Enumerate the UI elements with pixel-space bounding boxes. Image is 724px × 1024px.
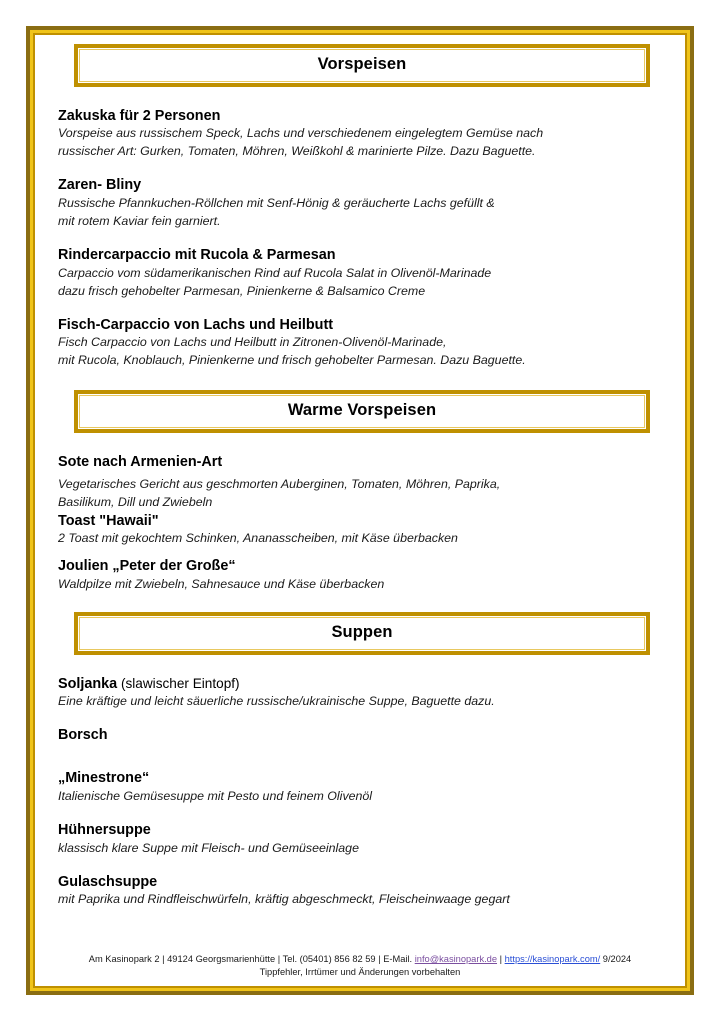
footer-separator: | xyxy=(497,954,505,964)
section-items-suppen xyxy=(47,675,673,910)
section-header-warme-vorspeisen xyxy=(74,390,650,433)
item-desc-line: Vorspeise aus russischem Speck, Lachs und verschiedenem eingelegtem Gemüse nach xyxy=(58,126,544,141)
menu-item xyxy=(58,453,673,512)
spacer xyxy=(47,594,673,612)
item-name: Gulaschsuppe xyxy=(58,873,158,890)
spacer xyxy=(47,370,673,390)
section-title: Vorspeisen xyxy=(317,55,407,73)
menu-item xyxy=(58,726,673,745)
spacer xyxy=(58,711,673,726)
item-name: „Minestrone“ xyxy=(58,770,150,787)
spacer xyxy=(58,760,673,769)
item-desc-line: Vegetarisches Gericht aus geschmorten Auberginen, Tomaten, Möhren, Paprika, xyxy=(58,476,501,491)
item-desc-line: Fisch Carpaccio von Lachs und Heilbutt in Zitronen-Olivenöl-Marinade, xyxy=(58,335,447,350)
spacer xyxy=(58,745,673,760)
item-name: Zakuska für 2 Personen xyxy=(58,107,221,124)
section-items-warme-vorspeisen xyxy=(47,453,673,594)
section-title: Suppen xyxy=(331,623,393,642)
item-desc-line: Carpaccio vom südamerikanischen Rind auf Rucola Salat in Olivenöl-Marinade xyxy=(58,265,492,280)
item-name: Zaren- Bliny xyxy=(58,177,142,194)
item-desc-line: mit rotem Kaviar fein garniert. xyxy=(58,214,221,229)
item-name-suffix: (slawischer Eintopf) xyxy=(117,675,240,691)
menu-item xyxy=(58,821,673,858)
item-name: Sote nach Armenien-Art xyxy=(58,454,223,470)
spacer xyxy=(58,301,673,316)
menu-item xyxy=(58,246,673,301)
footer-date: 9/2024 xyxy=(600,954,632,964)
section-items-vorspeisen xyxy=(47,107,673,371)
spacer xyxy=(58,231,673,246)
item-name: Toast "Hawaii" xyxy=(58,512,159,529)
menu-item xyxy=(58,557,673,594)
menu-item xyxy=(58,176,673,231)
spacer xyxy=(47,655,673,675)
item-desc-line: mit Rucola, Knoblauch, Pinienkerne und frisch gehobelter Parmesan. Dazu Baguette. xyxy=(58,353,526,368)
spacer xyxy=(58,806,673,821)
item-name-main: Soljanka xyxy=(58,675,118,692)
footer-email-link[interactable]: info@kasinopark.de xyxy=(414,954,498,964)
item-name: Fisch-Carpaccio von Lachs und Heilbutt xyxy=(58,316,334,333)
item-desc-line: Waldpilze mit Zwiebeln, Sahnesauce und Käse überbacken xyxy=(58,577,385,592)
item-desc-line: Italienische Gemüsesuppe mit Pesto und feinem Olivenöl xyxy=(58,788,373,803)
item-desc-line: russischer Art: Gurken, Tomaten, Möhren, Weißkohl & marinierte Pilze. Dazu Baguette. xyxy=(58,144,536,159)
spacer xyxy=(58,858,673,873)
item-desc-line: Russische Pfannkuchen-Röllchen mit Senf-Hönig & geräucherte Lachs gefüllt & xyxy=(58,196,495,211)
menu-item xyxy=(58,675,673,712)
item-name: Joulien „Peter der Große“ xyxy=(58,558,236,575)
menu-item xyxy=(58,769,673,806)
spacer xyxy=(58,161,673,176)
footer-address: Am Kasinopark 2 | 49124 Georgsmarienhütte | Tel. (05401) 856 82 59 | E-Mail. xyxy=(88,954,415,964)
menu-item xyxy=(58,107,673,162)
section-title: Warme Vorspeisen xyxy=(287,401,437,420)
item-name xyxy=(58,675,673,694)
page-footer xyxy=(47,953,673,980)
item-desc-line: Eine kräftige und leicht säuerliche russische/ukrainische Suppe, Baguette dazu. xyxy=(58,694,495,709)
item-desc-line: mit Paprika und Rindfleischwürfeln, kräftig abgeschmeckt, Fleischeinwaage gegart xyxy=(58,892,510,907)
section-header-vorspeisen xyxy=(74,44,650,87)
item-name: Borsch xyxy=(58,727,108,744)
section-header-inner xyxy=(79,395,645,428)
footer-disclaimer: Tippfehler, Irrtümer und Änderungen vorbehalten xyxy=(259,967,461,978)
item-desc-line: 2 Toast mit gekochtem Schinken, Ananasscheiben, mit Käse überbacken xyxy=(58,531,458,546)
item-desc-line: Basilikum, Dill und Zwiebeln xyxy=(58,494,213,509)
item-name: Hühnersuppe xyxy=(58,821,151,838)
menu-item xyxy=(58,512,673,549)
spacer xyxy=(47,87,673,107)
menu-content xyxy=(47,44,673,974)
item-desc-line: klassisch klare Suppe mit Fleisch- und Gemüseeinlage xyxy=(58,840,359,855)
menu-item xyxy=(58,873,673,910)
section-header-inner xyxy=(79,617,645,650)
spacer xyxy=(47,433,673,453)
item-name: Rindercarpaccio mit Rucola & Parmesan xyxy=(58,247,336,263)
menu-item xyxy=(58,316,673,371)
spacer xyxy=(58,548,673,557)
item-desc-line: dazu frisch gehobelter Parmesan, Pinienkerne & Balsamico Creme xyxy=(58,283,426,298)
section-header-suppen xyxy=(74,612,650,655)
section-header-inner xyxy=(79,49,645,82)
footer-website-link[interactable]: https://kasinopark.com/ xyxy=(504,954,601,964)
